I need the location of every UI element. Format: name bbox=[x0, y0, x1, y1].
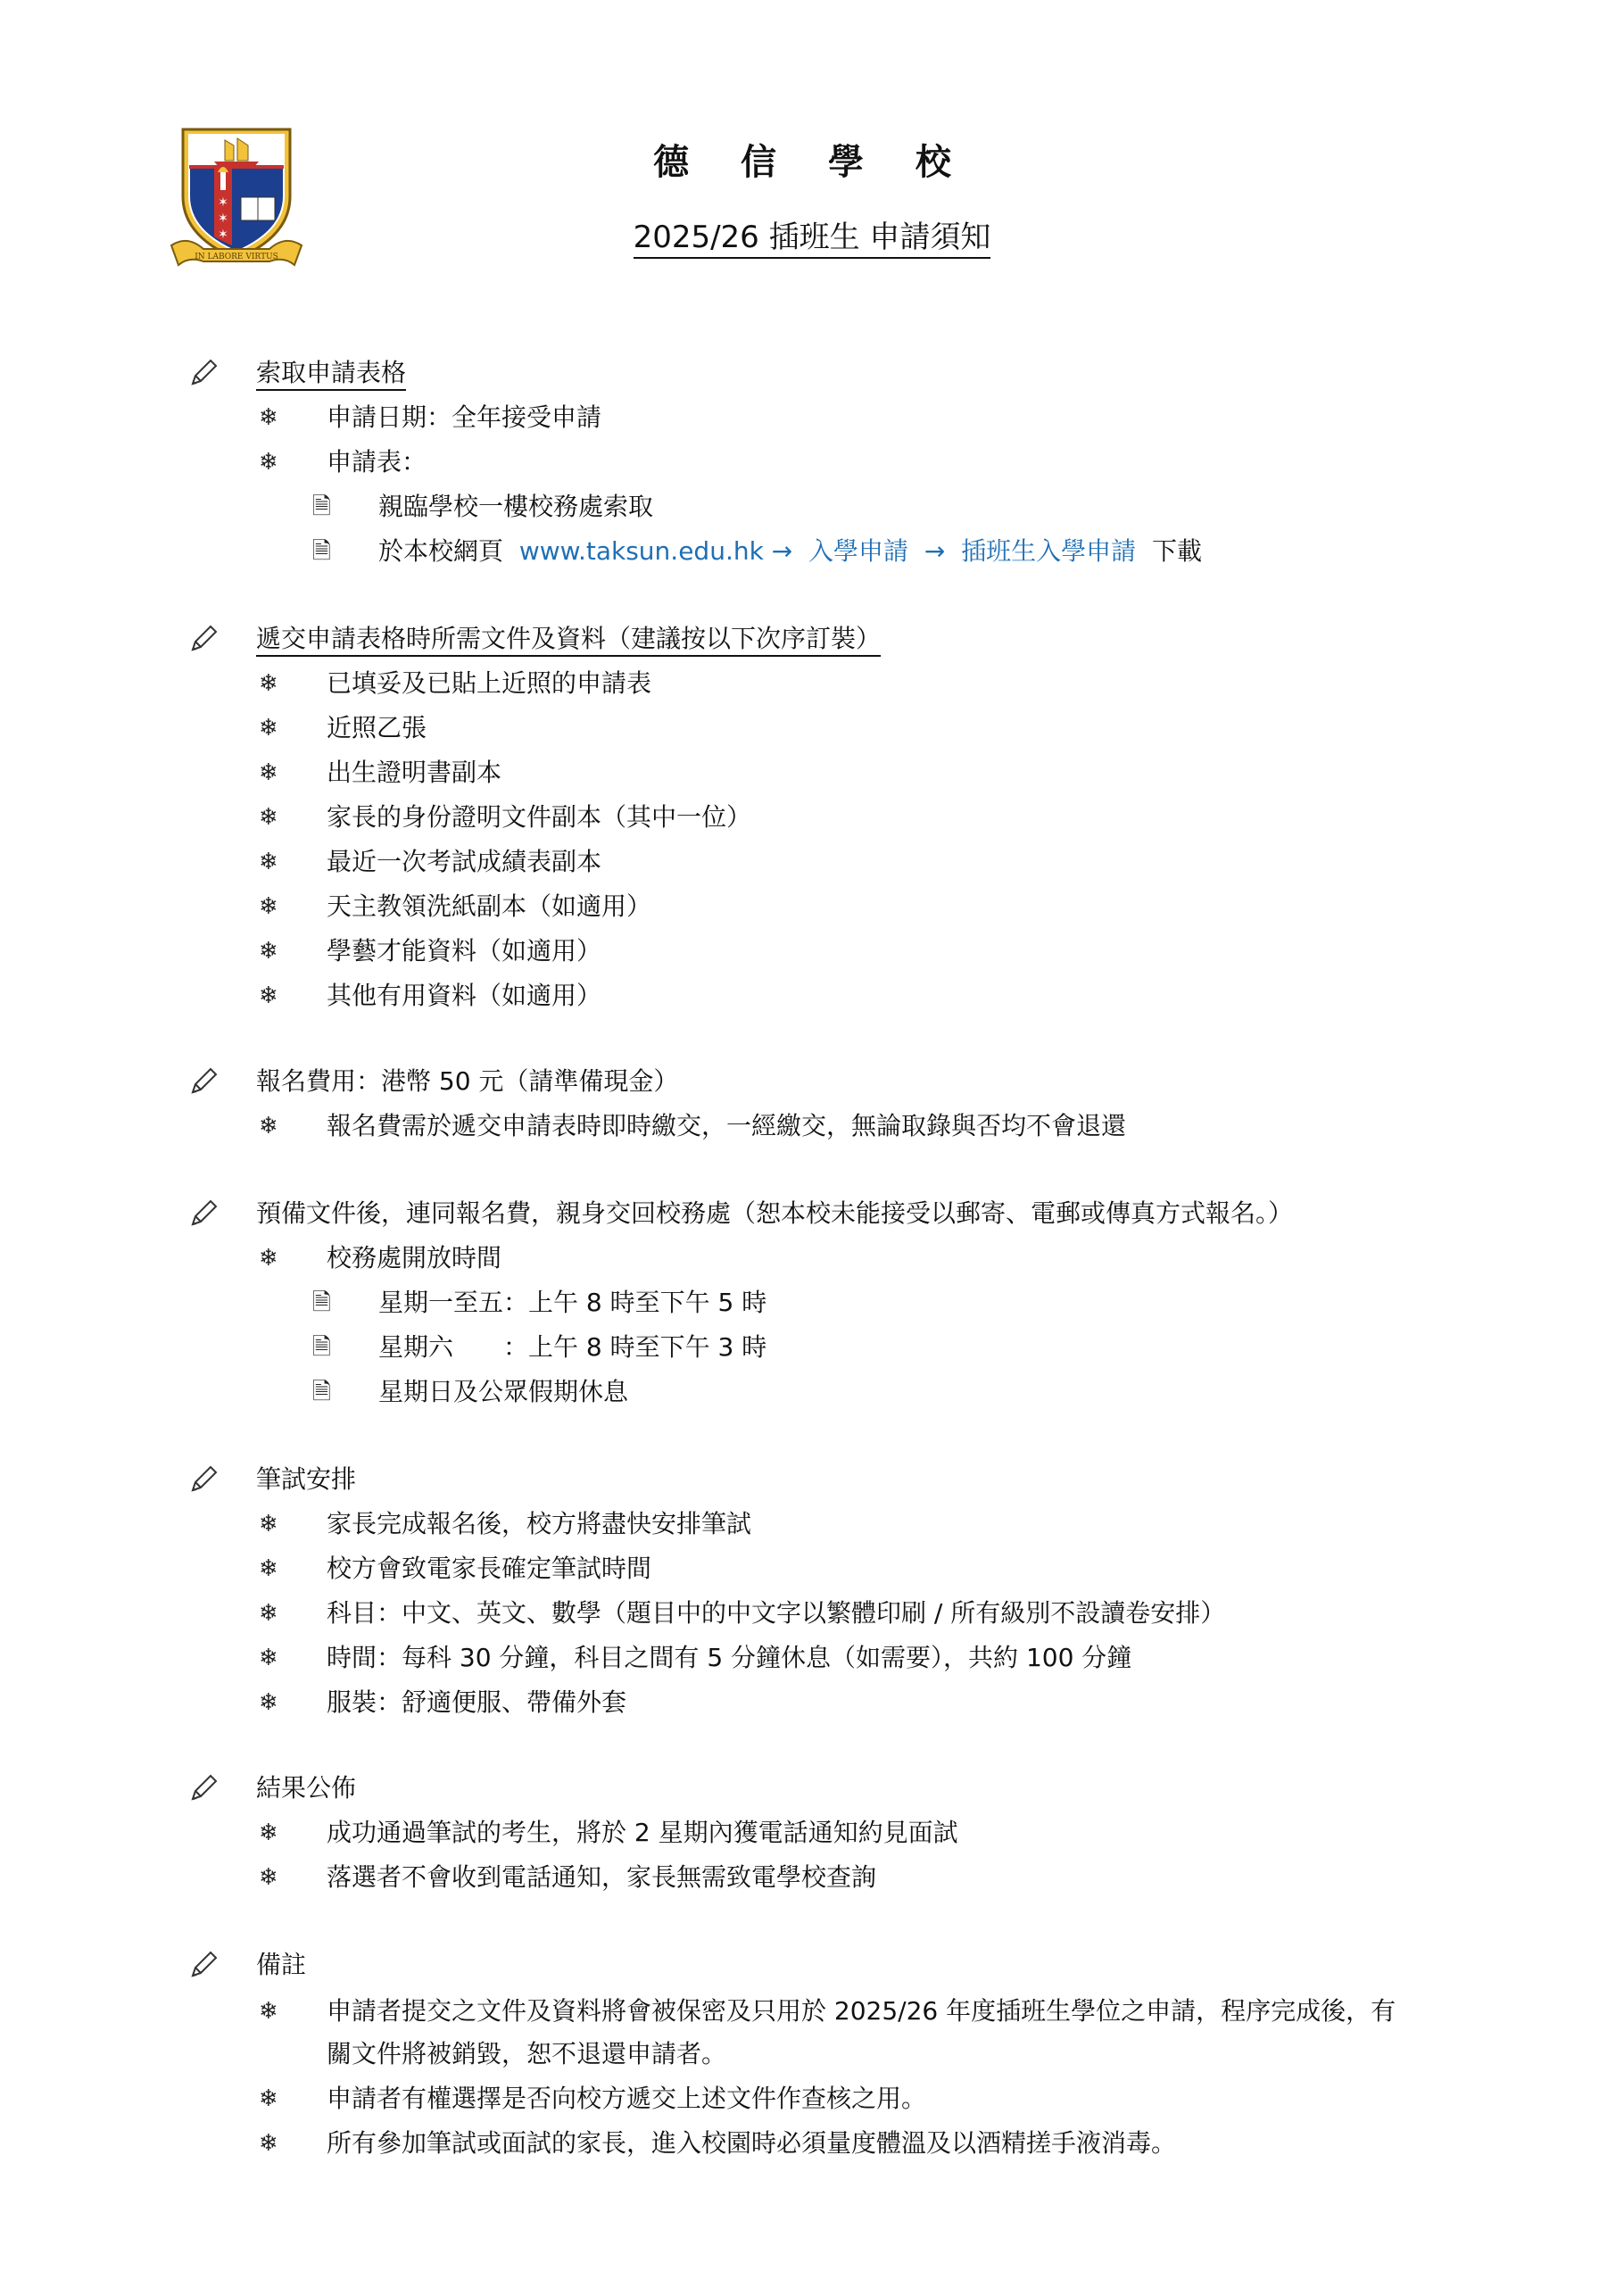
list-item: 近照乙張 bbox=[327, 713, 427, 742]
snowflake-bullet-icon: ❄ bbox=[259, 759, 278, 786]
list-item: 時間：每科 30 分鐘，科目之間有 5 分鐘休息（如需要），共約 100 分鐘 bbox=[327, 1643, 1132, 1672]
snowflake-bullet-icon: ❄ bbox=[259, 1511, 278, 1538]
svg-text:✶: ✶ bbox=[218, 211, 228, 226]
list-item: 天主教領洗紙副本（如適用） bbox=[327, 891, 652, 921]
notice-title: 2025/26 插班生 申請須知 bbox=[634, 220, 991, 259]
menu-path-transfer-admission: 插班生入學申請 bbox=[961, 536, 1137, 566]
snowflake-bullet-icon: ❄ bbox=[259, 893, 278, 920]
website-download-path bbox=[378, 534, 1202, 569]
list-item: 校務處開放時間 bbox=[327, 1243, 502, 1272]
snowflake-bullet-icon: ❄ bbox=[259, 1998, 278, 2025]
pencil-icon bbox=[187, 1949, 220, 1981]
list-item: 所有參加筆試或面試的家長，進入校園時必須量度體溫及以酒精搓手液消毒。 bbox=[327, 2128, 1177, 2158]
list-item: 家長的身份證明文件副本（其中一位） bbox=[327, 802, 752, 832]
snowflake-bullet-icon: ❄ bbox=[259, 1245, 278, 1272]
list-item: 校方會致電家長確定筆試時間 bbox=[327, 1554, 652, 1583]
sub-list-item: 親臨學校一樓校務處索取 bbox=[378, 492, 654, 521]
list-item: 最近一次考試成績表副本 bbox=[327, 847, 602, 876]
section-heading: 索取申請表格 bbox=[256, 355, 406, 391]
website-link[interactable]: www.taksun.edu.hk bbox=[518, 536, 764, 566]
svg-text:✶: ✶ bbox=[218, 195, 228, 210]
section-heading: 預備文件後，連同報名費，親身交回校務處（恕本校未能接受以郵寄、電郵或傳真方式報名。） bbox=[256, 1198, 1294, 1228]
document-bullet-icon: 🗎 bbox=[312, 1334, 331, 1361]
snowflake-bullet-icon: ❄ bbox=[259, 1864, 278, 1891]
pencil-icon bbox=[187, 1463, 220, 1496]
snowflake-bullet-icon: ❄ bbox=[259, 670, 278, 697]
snowflake-bullet-icon: ❄ bbox=[259, 1113, 278, 1140]
pencil-icon bbox=[187, 623, 220, 655]
menu-path-admission: 入學申請 bbox=[808, 536, 909, 566]
list-item: 成功通過筆試的考生，將於 2 星期內獲電話通知約見面試 bbox=[327, 1818, 958, 1847]
list-item: 科目：中文、英文、數學（題目中的中文字以繁體印刷 / 所有級別不設讀卷安排） bbox=[327, 1598, 1226, 1628]
list-item: 報名費需於遞交申請表時即時繳交，一經繳交，無論取錄與否均不會退還 bbox=[327, 1111, 1127, 1140]
snowflake-bullet-icon: ❄ bbox=[259, 1600, 278, 1627]
snowflake-bullet-icon: ❄ bbox=[259, 938, 278, 965]
section-heading: 結果公佈 bbox=[256, 1773, 357, 1803]
list-item: 申請者有權選擇是否向校方遞交上述文件作查核之用。 bbox=[327, 2084, 927, 2113]
list-item: 服裝：舒適便服、帶備外套 bbox=[327, 1687, 627, 1717]
section-heading: 遞交申請表格時所需文件及資料（建議按以下次序訂裝） bbox=[256, 621, 881, 657]
document-bullet-icon: 🗎 bbox=[312, 1379, 331, 1405]
snowflake-bullet-icon: ❄ bbox=[259, 1555, 278, 1582]
snowflake-bullet-icon: ❄ bbox=[259, 2130, 278, 2157]
snowflake-bullet-icon: ❄ bbox=[259, 715, 278, 742]
snowflake-bullet-icon: ❄ bbox=[259, 404, 278, 431]
snowflake-bullet-icon: ❄ bbox=[259, 1819, 278, 1846]
pencil-icon bbox=[187, 1065, 220, 1098]
sub-list-item: 星期日及公眾假期休息 bbox=[378, 1377, 629, 1406]
crest-motto-text: IN LABORE VIRTUS bbox=[195, 253, 278, 261]
sub-list-item: 星期一至五：上午 8 時至下午 5 時 bbox=[378, 1288, 767, 1317]
section-heading: 筆試安排 bbox=[256, 1464, 357, 1494]
arrow-right-icon: → bbox=[924, 536, 946, 566]
list-item: 家長完成報名後，校方將盡快安排筆試 bbox=[327, 1509, 752, 1538]
list-item: 其他有用資料（如適用） bbox=[327, 981, 602, 1010]
snowflake-bullet-icon: ❄ bbox=[259, 2085, 278, 2112]
list-item: 出生證明書副本 bbox=[327, 758, 502, 787]
document-bullet-icon: 🗎 bbox=[312, 1289, 331, 1316]
list-item: 申請日期：全年接受申請 bbox=[327, 402, 602, 432]
snowflake-bullet-icon: ❄ bbox=[259, 1645, 278, 1671]
section-heading: 報名費用：港幣 50 元（請準備現金） bbox=[256, 1066, 679, 1096]
arrow-right-icon: → bbox=[771, 536, 793, 566]
svg-text:✶: ✶ bbox=[218, 228, 228, 242]
pencil-icon bbox=[187, 357, 220, 389]
snowflake-bullet-icon: ❄ bbox=[259, 449, 278, 476]
list-item: 已填妥及已貼上近照的申請表 bbox=[327, 668, 652, 698]
pencil-icon bbox=[187, 1772, 220, 1804]
snowflake-bullet-icon: ❄ bbox=[259, 804, 278, 831]
list-item: 學藝才能資料（如適用） bbox=[327, 936, 602, 966]
list-item: 申請表： bbox=[327, 447, 427, 477]
list-item: 申請者提交之文件及資料將會被保密及只用於 2025/26 年度插班生學位之申請，程序完成後，有關文件將被銷毀，恕不退還申請者。 bbox=[327, 1996, 1396, 2068]
pencil-icon bbox=[187, 1198, 220, 1230]
school-name: 德 信 學 校 bbox=[653, 142, 971, 183]
website-suffix: 下載 bbox=[1151, 536, 1202, 566]
snowflake-bullet-icon: ❄ bbox=[259, 1689, 278, 1716]
sub-list-item: 星期六 ：上午 8 時至下午 3 時 bbox=[378, 1332, 767, 1362]
document-bullet-icon: 🗎 bbox=[312, 538, 331, 565]
list-item: 落選者不會收到電話通知，家長無需致電學校查詢 bbox=[327, 1862, 877, 1892]
snowflake-bullet-icon: ❄ bbox=[259, 982, 278, 1009]
section-heading: 備註 bbox=[256, 1950, 307, 1979]
notice-title-wrap bbox=[0, 212, 1624, 256]
website-prefix: 於本校網頁 bbox=[378, 536, 504, 566]
snowflake-bullet-icon: ❄ bbox=[259, 849, 278, 875]
document-bullet-icon: 🗎 bbox=[312, 493, 331, 520]
